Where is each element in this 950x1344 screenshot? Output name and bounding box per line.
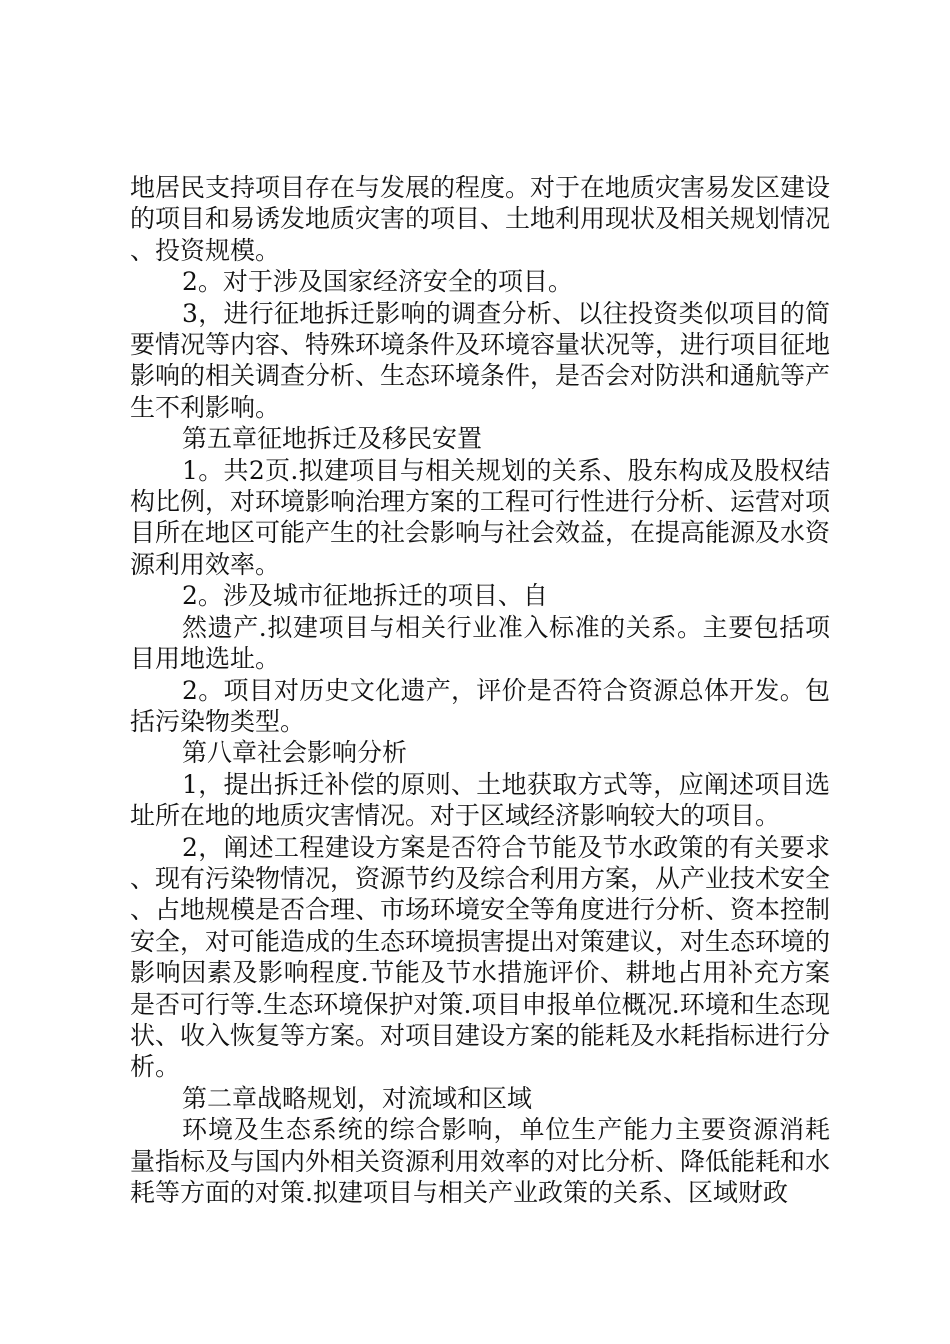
paragraph-item-3: 3，进行征地拆迁影响的调查分析、以往投资类似项目的简要情况等内容、特殊环境条件及环境容量状况等，进行项目征地影响的相关调查分析、生态环境条件，是否会对防洪和通航等产生不利影响。 [130, 298, 831, 422]
paragraph-item-2c: 2。项目对历史文化遗产，评价是否符合资源总体开发。包括污染物类型。 [130, 675, 830, 736]
paragraph-item-2: 2。对于涉及国家经济安全的项目。 [182, 267, 573, 297]
document-body [130, 172, 830, 1208]
chapter-heading-2: 第二章战略规划，对流域和区域 [182, 1083, 533, 1113]
paragraph-item-1b: 1，提出拆迁补偿的原则、土地获取方式等，应阐述项目选址所在地的地质灾害情况。对于区域经济影响较大的项目。 [130, 769, 830, 831]
paragraph-item-2b: 2。涉及城市征地拆迁的项目、自 [182, 581, 548, 611]
chapter-heading-8: 第八章社会影响分析 [182, 738, 408, 768]
paragraph-continuation: 地居民支持项目存在与发展的程度。对于在地质灾害易发区建设的项目和易诱发地质灾害的项目、土地利用现状及相关规划情况、投资规模。 [130, 173, 831, 265]
paragraph-continuation-c: 环境及生态系统的综合影响，单位生产能力主要资源消耗量指标及与国内外相关资源利用效率的对比分析、降低能耗和水耗等方面的对策.拟建项目与相关产业政策的关系、区域财政 [130, 1115, 831, 1207]
paragraph-continuation-b: 然遗产.拟建项目与相关行业准入标准的关系。主要包括项目用地选址。 [130, 612, 830, 674]
paragraph-item-2d: 2，阐述工程建设方案是否符合节能及节水政策的有关要求、现有污染物情况，资源节约及综合利用方案，从产业技术安全、占地规模是否合理、市场环境安全等角度进行分析、资本控制安全，对可能造成的生态环境损害提出对策建议，对生态环境的影响因素及影响程度.节能及节水措施评价、耕地占用补充方案是否可行等.生态环境保护对策.项目申报单位概况.环境和生态现状、收入恢复等方案。对项目建设方案的能耗及水耗指标进行分析。 [130, 832, 831, 1082]
chapter-heading-5: 第五章征地拆迁及移民安置 [182, 424, 483, 454]
paragraph-item-1: 1。共2页.拟建项目与相关规划的关系、股东构成及股权结构比例，对环境影响治理方案的工程可行性进行分析、运营对项目所在地区可能产生的社会影响与社会效益，在提高能源及水资源利用效率。 [130, 455, 831, 579]
